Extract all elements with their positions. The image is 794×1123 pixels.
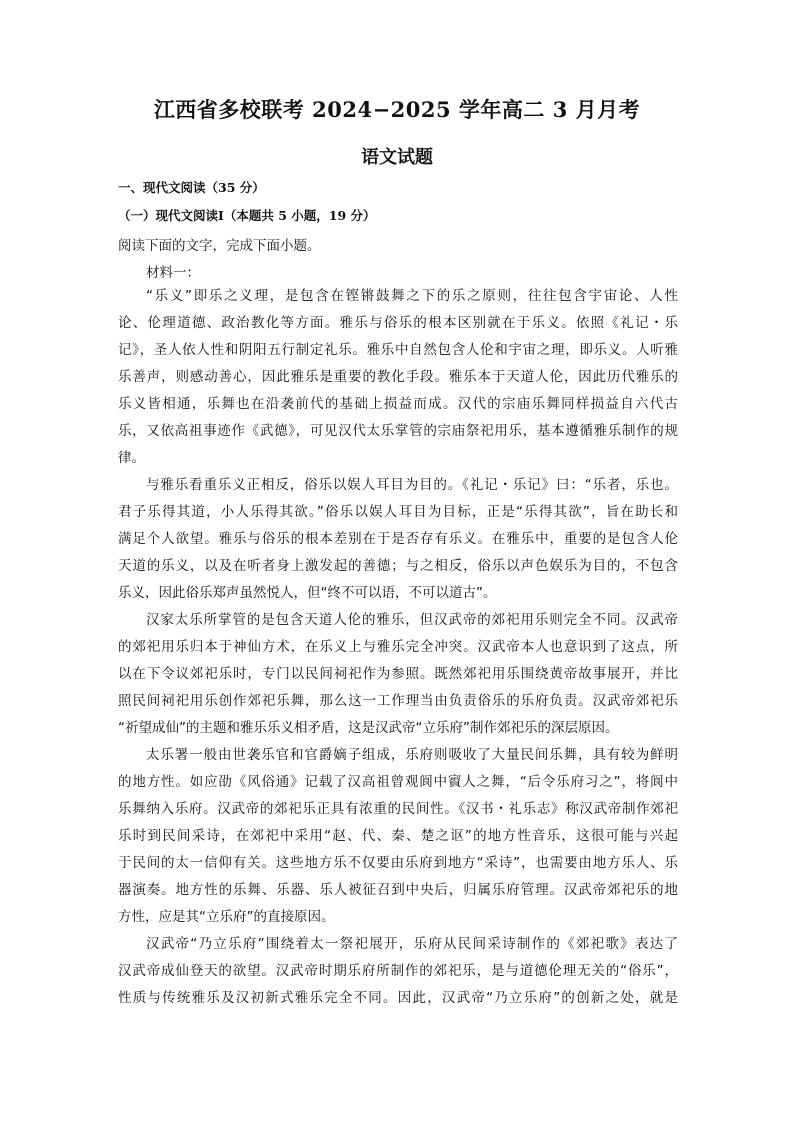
text-line: 论、伦理道德、政治教化等方面。雅乐与俗乐的根本区别就在于乐义。依照《礼记・乐 — [118, 315, 678, 331]
text-line: 于民间的太一信仰有关。这些地方乐不仅要由乐府到地方“采诗”，也需要由地方乐人、乐 — [118, 855, 678, 871]
text-line: 与雅乐看重乐义正相反，俗乐以娱人耳目为目的。《礼记・乐记》曰：“乐者，乐也。 — [146, 477, 678, 493]
text-line: 方性，应是其“立乐府”的直接原因。 — [118, 909, 335, 925]
material-label: 材料一： — [146, 265, 200, 281]
text-line: 乐义皆相通，乐舞也在沿袭前代的基础上损益而成。汉代的宗庙乐舞同样损益自六代古 — [118, 396, 678, 412]
text-line: 记》，圣人依人性和阴阳五行制定礼乐。雅乐中自然包含人伦和宇宙之理，即乐义。人听雅 — [118, 342, 678, 358]
text-line: 的郊祀用乐归本于神仙方术，在乐义上与雅乐完全冲突。汉武帝本人也意识到了这点，所 — [118, 639, 678, 655]
text-line: “乐义”即乐之义理，是包含在铿锵鼓舞之下的乐之原则，往往包含宇宙论、人性 — [146, 288, 678, 304]
text-line: “祈望成仙”的主题和雅乐乐义相矛盾，这是汉武帝“立乐府”制作郊祀乐的深层原因。 — [118, 720, 619, 736]
text-line: 汉武帝成仙登天的欲望。汉武帝时期乐府所制作的郊祀乐，是与道德伦理无关的“俗乐”， — [118, 963, 678, 979]
text-line: 以在下令议郊祀乐时，专门以民间祠祀作为参照。既然郊祀用乐围绕黄帝故事展开，并比 — [118, 666, 678, 682]
text-line: 天道的乐义，以及在听者身上激发起的善德；与之相反，俗乐以声色娱乐为目的，不包含 — [118, 558, 678, 574]
text-line: 照民间祠祀用乐创作郊祀乐舞，那么这一工作理当由负责俗乐的乐府负责。汉武帝郊祀乐 — [118, 693, 678, 709]
text-line: 的地方性。如应劭《风俗通》记载了汉高祖曾观阆中賨人之舞，“后令乐府习之”，将阆中 — [118, 774, 678, 790]
text-line: 器演奏。地方性的乐舞、乐器、乐人被征召到中央后，归属乐府管理。汉武帝郊祀乐的地 — [118, 882, 678, 898]
text-line: 乐时到民间采诗，在郊祀中采用“赵、代、秦、楚之讴”的地方性音乐，这很可能与兴起 — [118, 828, 678, 844]
text-line: 律。 — [118, 450, 145, 466]
page-title: 江西省多校联考 2024−2025 学年高二 3 月月考 — [153, 97, 641, 122]
text-line: 乐善声，则感动善心，因此雅乐是重要的教化手段。雅乐本于天道人伦，因此历代雅乐的 — [118, 369, 678, 385]
text-line: 性质与传统雅乐及汉初新式雅乐完全不同。因此，汉武帝“乃立乐府”的创新之处，就是 — [118, 990, 678, 1006]
section-heading: 一、现代文阅读（35 分） — [118, 180, 265, 195]
text-line: 满足个人欲望。雅乐与俗乐的根本差别在于是否存有乐义。在雅乐中，重要的是包含人伦 — [118, 531, 678, 547]
subsection-heading: （一）现代文阅读Ⅰ（本题共 5 小题，19 分） — [118, 208, 376, 223]
text-line: 乐，又依高祖事迹作《武德》，可见汉代太乐掌管的宗庙祭祀用乐，基本遵循雅乐制作的规 — [118, 423, 678, 439]
text-line: 汉武帝“乃立乐府”围绕着太一祭祀展开，乐府从民间采诗制作的《郊祀歌》表达了 — [146, 936, 678, 952]
text-line: 乐义，因此俗乐郑声虽然悦人，但“终不可以语，不可以道古”。 — [118, 585, 497, 601]
text-line: 君子乐得其道，小人乐得其欲。”俗乐以娱人耳目为目标，正是“乐得其欲”，旨在助长和 — [118, 504, 678, 520]
text-line: 乐舞纳入乐府。汉武帝的郊祀乐正具有浓重的民间性。《汉书・礼乐志》称汉武帝制作郊祀 — [118, 801, 678, 817]
text-line: 太乐署一般由世袭乐官和官爵嫡子组成，乐府则吸收了大量民间乐舞，具有较为鲜明 — [146, 747, 678, 763]
instruction-text: 阅读下面的文字，完成下面小题。 — [118, 238, 321, 254]
page-subtitle: 语文试题 — [361, 147, 433, 168]
text-line: 汉家太乐所掌管的是包含天道人伦的雅乐，但汉武帝的郊祀用乐则完全不同。汉武帝 — [146, 612, 678, 628]
